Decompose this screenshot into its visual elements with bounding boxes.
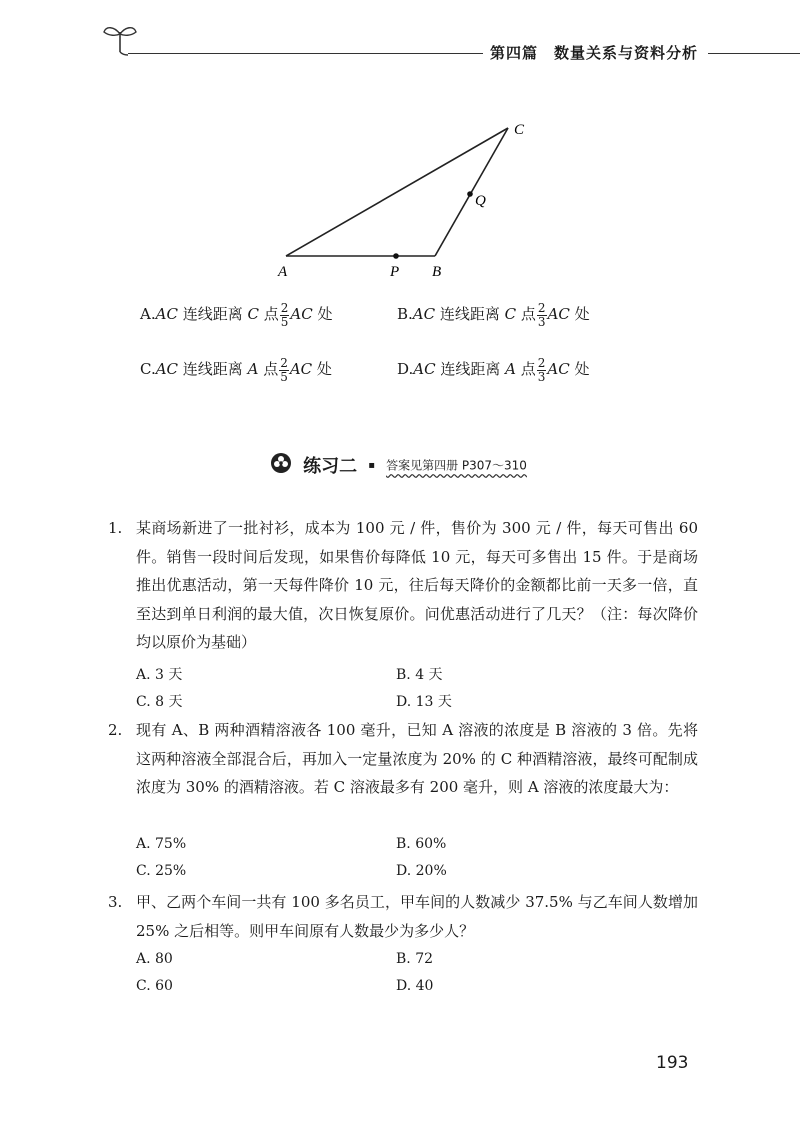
point-q	[467, 191, 473, 197]
question-text: 甲、乙两个车间一共有 100 多名员工，甲车间的人数减少 37.5% 与乙车间人数增加 25% 之后相等。则甲车间原有人数最少为多少人？	[136, 893, 698, 940]
triangle-figure	[270, 118, 570, 283]
question-2	[108, 716, 698, 802]
label-b: B	[432, 264, 442, 280]
fraction: $\frac{2}{5}$	[280, 356, 288, 384]
header-rule-right	[708, 53, 800, 54]
prev-option-c: C.AC 连线距离 A 点 $\frac{2}{5}$ AC 处	[140, 356, 332, 384]
sprout-logo-icon	[100, 22, 140, 56]
question-text: 某商场新进了一批衬衫，成本为 100 元 / 件，售价为 300 元 / 件，每天可售出 60 件。销售一段时间后发现，如果售价每降低 10 元，每天可多售出 15 件。于是商场推出优惠活动，第一天每件降价 10 元，往后每天降价的金额都比前一天多一倍，直至达到单日利润的最大值，次日恢复原价。问优惠活动进行了几天？（注：每次降价均以原价为基础）	[136, 519, 698, 651]
q3-option-d: D. 40	[396, 978, 434, 994]
q2-option-c: C. 25%	[136, 863, 187, 879]
answer-reference: 答案见第四册 P307～310	[386, 458, 527, 473]
header-part: 第四篇	[490, 44, 539, 62]
header-title: 数量关系与资料分析	[554, 44, 699, 62]
question-1	[108, 514, 698, 657]
fraction: $\frac{2}{5}$	[280, 301, 289, 329]
q2-option-a: A. 75%	[136, 836, 187, 852]
flower-bullet-icon	[270, 452, 292, 478]
question-3	[108, 888, 698, 945]
prev-option-a: A.AC 连线距离 C 点 $\frac{2}{5}$ AC 处	[140, 301, 333, 329]
exercise-bullet: ▪	[368, 459, 375, 471]
question-number: 2.	[108, 721, 123, 739]
label-q: Q	[475, 193, 486, 209]
exercise-heading	[270, 452, 527, 478]
q2-option-b: B. 60%	[396, 836, 447, 852]
page-number: 193	[656, 1053, 689, 1073]
q3-option-c: C. 60	[136, 978, 173, 994]
running-header	[490, 42, 698, 63]
q1-option-d: D. 13 天	[396, 694, 452, 710]
question-number: 3.	[108, 893, 123, 911]
q1-option-b: B. 4 天	[396, 667, 443, 683]
label-a: A	[278, 264, 288, 280]
q3-option-a: A. 80	[136, 951, 173, 967]
question-text: 现有 A、B 两种酒精溶液各 100 毫升，已知 A 溶液的浓度是 B 溶液的 3 倍。先将这两种溶液全部混合后，再加入一定量浓度为 20% 的 C 种酒精溶液，最终可配制成浓度为 30% 的酒精溶液。若 C 溶液最多有 200 毫升，则 A 溶液的浓度最大为：	[136, 721, 698, 796]
label-c: C	[514, 122, 525, 138]
point-p	[393, 253, 399, 259]
fraction: $\frac{2}{3}$	[537, 301, 546, 329]
fraction: $\frac{2}{3}$	[537, 356, 546, 384]
q1-option-a: A. 3 天	[136, 667, 183, 683]
segment-ac	[286, 128, 508, 256]
q3-option-b: B. 72	[396, 951, 434, 967]
header-rule-left	[128, 53, 483, 54]
exercise-title: 练习二	[303, 456, 358, 477]
prev-option-b: B.AC 连线距离 C 点 $\frac{2}{3}$ AC 处	[397, 301, 590, 329]
label-p: P	[390, 264, 400, 280]
prev-option-d: D.AC 连线距离 A 点 $\frac{2}{3}$ AC 处	[397, 356, 590, 384]
q1-option-c: C. 8 天	[136, 694, 183, 710]
question-number: 1.	[108, 519, 123, 537]
q2-option-d: D. 20%	[396, 863, 447, 879]
